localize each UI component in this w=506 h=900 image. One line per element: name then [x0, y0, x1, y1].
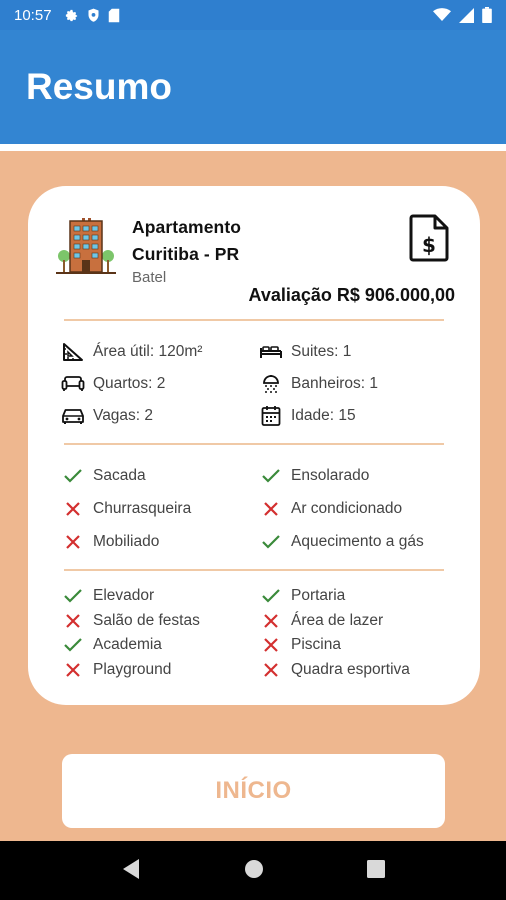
content-area — [0, 144, 506, 841]
feature-label: Churrasqueira — [93, 499, 192, 517]
cross-icon — [60, 531, 86, 553]
detail-age — [258, 405, 456, 427]
feature-row — [60, 658, 460, 683]
feature-item — [258, 659, 456, 681]
feature-item — [258, 585, 456, 607]
status-time: 10:57 — [14, 6, 52, 24]
feature-item — [258, 610, 456, 632]
details-row — [60, 336, 460, 368]
feature-row — [60, 609, 460, 634]
feature-item — [60, 465, 258, 487]
valuation-label: Avaliação R$ 906.000,00 — [248, 285, 455, 305]
feature-label: Academia — [93, 636, 162, 654]
check-icon — [60, 465, 86, 487]
check-icon — [258, 531, 284, 553]
feature-label: Área de lazer — [291, 611, 384, 629]
feature-item — [60, 659, 258, 681]
feature-item — [60, 531, 258, 553]
system-nav-bar — [0, 841, 506, 900]
status-bar — [0, 0, 506, 30]
check-icon — [60, 585, 86, 607]
home-button[interactable] — [62, 754, 445, 828]
wifi-icon — [433, 8, 451, 22]
shield-icon — [87, 8, 100, 23]
summary-card — [28, 186, 480, 705]
detail-rooms — [60, 373, 258, 395]
feature-label: Ensolarado — [291, 466, 370, 484]
feature-label: Playground — [93, 660, 172, 678]
feature-label: Aquecimento a gás — [291, 532, 424, 550]
details-grid — [60, 336, 460, 432]
check-icon — [258, 465, 284, 487]
feature-item — [258, 498, 456, 520]
detail-parking — [60, 405, 258, 427]
feature-row — [60, 584, 460, 609]
features-grid-b — [60, 584, 460, 682]
home-button-label: INÍCIO — [215, 777, 292, 804]
cross-icon — [60, 610, 86, 632]
sd-card-icon — [108, 8, 120, 23]
divider — [64, 443, 444, 445]
divider — [64, 319, 444, 321]
address-line-2: Curitiba - PR — [132, 244, 240, 264]
building-icon — [56, 216, 116, 278]
detail-text: Idade: 15 — [291, 407, 356, 424]
invoice-document-icon[interactable] — [409, 214, 449, 266]
cross-icon — [60, 498, 86, 520]
recents-icon[interactable] — [367, 860, 385, 882]
feature-label: Ar condicionado — [291, 499, 403, 517]
detail-suites — [258, 341, 456, 363]
details-row — [60, 368, 460, 400]
check-icon — [60, 634, 86, 656]
address-block — [132, 214, 241, 286]
feature-item — [60, 610, 258, 632]
neighborhood-label: Batel — [132, 269, 167, 286]
features-grid-a — [60, 459, 460, 558]
home-icon[interactable] — [244, 859, 264, 883]
cross-icon — [60, 659, 86, 681]
divider — [64, 569, 444, 571]
app-bar — [0, 30, 506, 144]
feature-item — [258, 634, 456, 656]
detail-text: Área útil: 120m² — [93, 343, 203, 360]
details-row — [60, 400, 460, 432]
page-title: Resumo — [26, 66, 172, 107]
feature-item — [258, 531, 456, 553]
car-icon — [60, 405, 86, 427]
shower-icon — [258, 373, 284, 395]
feature-label: Piscina — [291, 636, 341, 654]
feature-label: Mobiliado — [93, 532, 160, 550]
calendar-icon — [258, 405, 284, 427]
feature-row — [60, 525, 460, 558]
feature-item — [60, 585, 258, 607]
detail-area — [60, 341, 258, 363]
cross-icon — [258, 610, 284, 632]
feature-item — [60, 634, 258, 656]
feature-label: Salão de festas — [93, 611, 200, 629]
detail-bathrooms — [258, 373, 456, 395]
detail-text: Banheiros: 1 — [291, 375, 379, 392]
feature-label: Quadra esportiva — [291, 660, 410, 678]
feature-row — [60, 459, 460, 492]
detail-text: Quartos: 2 — [93, 375, 166, 392]
cross-icon — [258, 634, 284, 656]
feature-row — [60, 492, 460, 525]
feature-label: Elevador — [93, 587, 155, 605]
sofa-icon — [60, 373, 86, 395]
detail-text: Suites: 1 — [291, 343, 352, 360]
feature-label: Portaria — [291, 587, 346, 605]
address-line-1: Apartamento — [132, 217, 242, 237]
feature-item — [60, 498, 258, 520]
feature-item — [258, 465, 456, 487]
feature-row — [60, 633, 460, 658]
area-icon — [60, 341, 86, 363]
bed-icon — [258, 341, 284, 363]
cross-icon — [258, 659, 284, 681]
cross-icon — [258, 498, 284, 520]
svg-text:$: $ — [422, 233, 436, 257]
detail-text: Vagas: 2 — [93, 407, 154, 424]
signal-icon — [459, 8, 474, 23]
check-icon — [258, 585, 284, 607]
gear-icon — [64, 8, 79, 23]
feature-label: Sacada — [93, 466, 146, 484]
battery-icon — [482, 7, 492, 23]
back-icon[interactable] — [121, 858, 141, 884]
